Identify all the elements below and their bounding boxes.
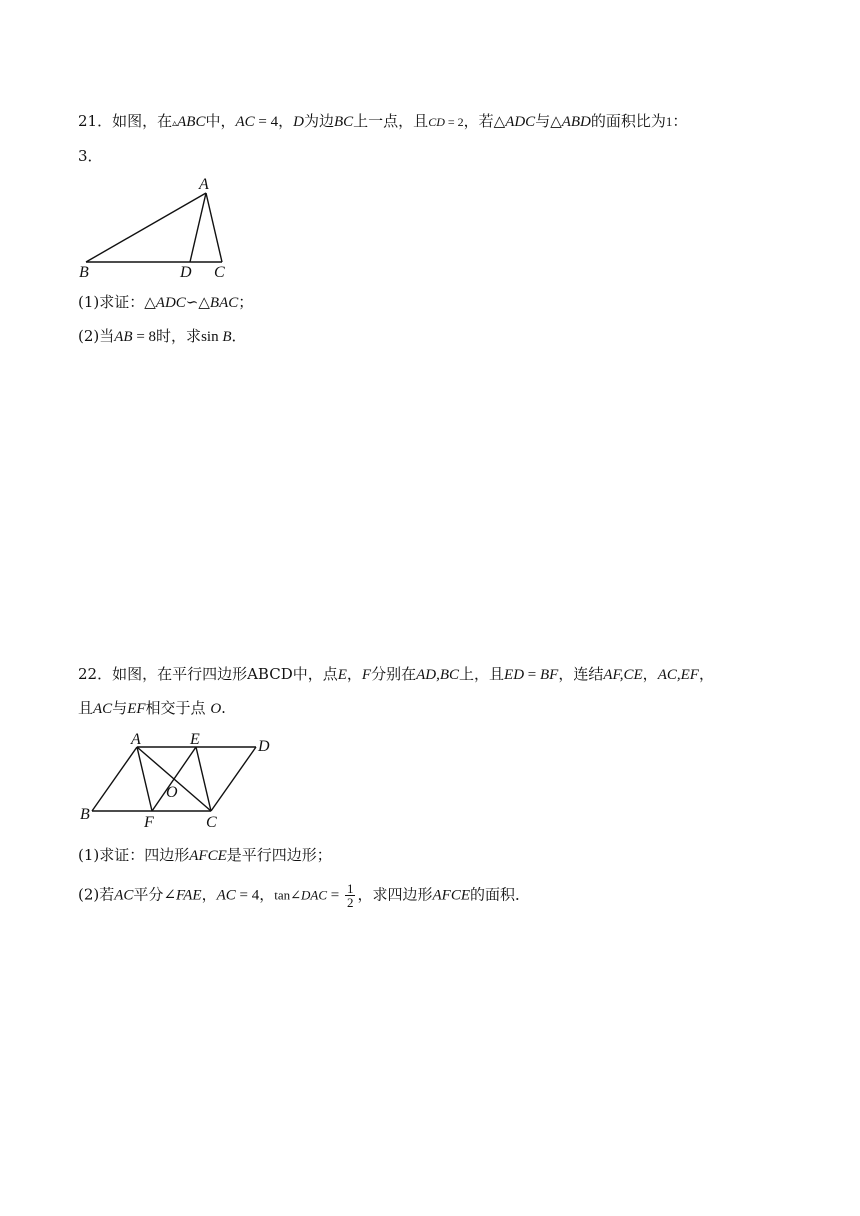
label-ef: EF (127, 701, 146, 717)
label-dac: DAC (301, 887, 328, 903)
fraction-one-half (345, 882, 356, 909)
label-bac: BAC (209, 295, 239, 311)
q22-text: . (221, 699, 226, 717)
vertex-d: D (258, 738, 270, 755)
label-cd: CD (428, 115, 445, 129)
q22-part-2 (78, 882, 530, 909)
vertex-c: C (214, 264, 225, 281)
vertex-f: F (144, 814, 154, 831)
fraction-denominator: 2 (346, 895, 354, 910)
q22-text: 相交于点 (145, 699, 206, 717)
q22-text: ， (642, 665, 658, 683)
q22-text: ， (259, 885, 275, 904)
q21-text: ； (238, 293, 254, 311)
q21-text: ， (278, 112, 294, 130)
value-4: = 4 (254, 114, 279, 130)
vertex-b: B (79, 264, 89, 281)
q22-text: 且 (78, 699, 94, 717)
label-ad-bc: AD,BC (416, 667, 460, 683)
label-ac-ef: AC,EF (657, 667, 699, 683)
label-adc: ADC (155, 295, 186, 311)
vertex-e: E (190, 731, 200, 748)
label-bc: BC (334, 114, 354, 130)
q21-text: 为边 (303, 112, 334, 130)
fraction-numerator: 1 (346, 881, 354, 896)
q21-text: 与△ (535, 112, 562, 130)
vertex-c: C (206, 814, 217, 831)
label-b: B (222, 329, 232, 345)
segment-ab (92, 747, 137, 811)
similar-symbol: ∽ (185, 293, 199, 311)
label-e: E (337, 667, 347, 683)
label-af-ce: AF,CE (603, 667, 643, 683)
q22-text: 上，且 (459, 665, 505, 683)
sin-function: sin (201, 329, 219, 345)
label-afce: AFCE (189, 848, 227, 864)
q22-text: 与 (112, 699, 128, 717)
label-f: F (361, 667, 372, 683)
q21-text: (2)当 (78, 327, 115, 345)
q22-text: 分别在 (371, 665, 417, 683)
q21-text: 21．如图，在 (78, 112, 173, 130)
q22-text: (2)若 (78, 885, 115, 904)
angle-fae: ∠FAE (163, 887, 202, 904)
label-ac: AC (235, 114, 255, 130)
label-afce: AFCE (432, 887, 470, 904)
label-abc: ABC (177, 114, 206, 130)
segment-ec (196, 747, 211, 811)
equals: = (327, 887, 343, 904)
label-ac: AC (93, 701, 113, 717)
q22-text: 是平行四边形； (226, 846, 332, 864)
value-1: 1 (665, 114, 673, 129)
triangle-symbol: △ (198, 293, 210, 311)
segment-dc (211, 747, 256, 811)
q22-text: 的面积． (470, 885, 531, 904)
q21-text: 时，求 (156, 327, 202, 345)
label-ab: AB (114, 329, 133, 345)
label-d: D (293, 114, 304, 130)
q22-text: 22．如图，在平行四边形ABCD中，点 (78, 665, 338, 683)
q21-text: 3． (78, 147, 103, 165)
segment-ef (152, 747, 196, 811)
q21-text: 的面积比为 (590, 112, 666, 130)
value-4: = 4 (235, 887, 260, 904)
label-abd: ABD (561, 114, 591, 130)
q22-text: ，求四边形 (357, 885, 433, 904)
q22-text: (1)求证：四边形 (78, 846, 190, 864)
q22-part-1 (78, 845, 332, 866)
value-2: = 2 (444, 115, 464, 129)
triangle-symbol: ▵ (172, 118, 178, 129)
vertex-a: A (131, 731, 141, 748)
vertex-b: B (80, 806, 90, 823)
point-o: O (166, 784, 178, 801)
colon: ： (672, 112, 688, 130)
label-adc: ADC (505, 114, 536, 130)
vertex-a: A (199, 176, 209, 193)
vertex-d: D (180, 264, 192, 281)
label-o: O (210, 701, 222, 717)
q22-text: 平分 (133, 885, 164, 904)
q21-text: ，若△ (463, 112, 506, 130)
q22-text: ， (698, 665, 714, 683)
q22-text: ， (346, 665, 362, 683)
q21-text: (1)求证：△ (78, 293, 156, 311)
q21-text: 中， (205, 112, 236, 130)
q21-text: 上一点，且 (353, 112, 429, 130)
label-bf: BF (540, 667, 559, 683)
tan-function: tan∠ (274, 887, 302, 903)
label-ac: AC (216, 887, 236, 904)
label-ed: ED (504, 667, 525, 683)
value-8: = 8 (132, 329, 157, 345)
q22-text: ，连结 (558, 665, 604, 683)
q21-text: ． (231, 327, 247, 345)
label-ac: AC (114, 887, 134, 904)
segment-af (137, 747, 152, 811)
equals: = (524, 667, 541, 683)
q22-text: ， (201, 885, 217, 904)
